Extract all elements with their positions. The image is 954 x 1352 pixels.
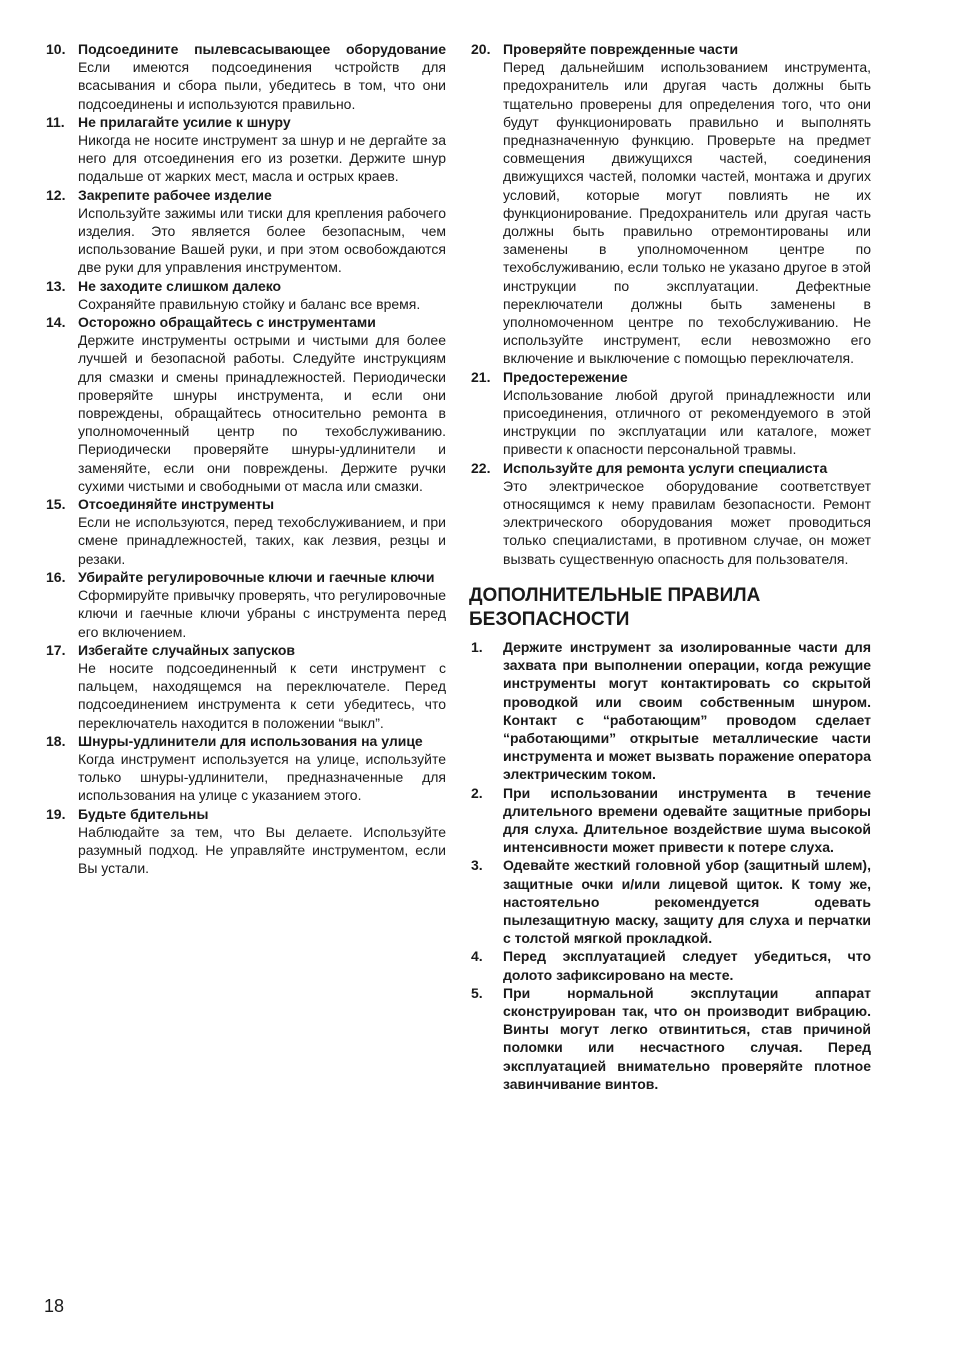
item-body: Используйте зажимы или тиски для крепления рабочего изделия. Это является более безопасным, чем использование Вашей руки, и при этом освобождаются две руки для управления инструментом. xyxy=(78,204,446,276)
item-body: Когда инструмент используется на улице, используйте только шнуры-удлинители, предназначенные для использования на улице с указанием этого. xyxy=(78,750,446,804)
item-body: Никогда не носите инструмент за шнур и не дергайте за него для отсоединения его из розетки. Держите шнур подальше от жарких мест, масла и острых краев. xyxy=(78,132,446,185)
item-title: Осторожно обращайтесь с инструментами xyxy=(78,314,376,331)
list-item xyxy=(469,40,871,368)
item-text: Держите инструмент за изолированные части для захвата при выполнении операции, когда режущие инструменты могут контактировать со скрытой проводкой или своим собственным шнуром. Контакт с “работающим” проводом сделает “работающими” открытые металлические части инструмента и может вызвать поражение оператора электрическим током. xyxy=(503,638,871,783)
item-text: При нормальной эксплутации аппарат сконструирован так, что он производит вибрацию. Винты могут легко отвинтиться, став причиной поломки или несчастного случая. Перед эксплуатацией внимательно проверяйте плотное завинчивание винтов. xyxy=(503,984,871,1092)
list-item xyxy=(469,638,871,784)
right-column xyxy=(469,40,871,1093)
list-item xyxy=(44,641,446,732)
item-body: Перед дальнейшим использованием инструмента, предохранитель или другая часть должны быть тщательно проверены для определения того, что они будут функционировать правильно и выполнять предназначенную функцию. Проверьте на предмет совмещения движущихся частей, соединения движущихся частей, поломки частей, монтажа и других условий, которые могут повлиять не их функционирование. Предохранитель или другая часть должны быть правильно отремонтированы или заменены в уполномоченном центре по техобслуживанию, если только не указано другое в этой инструкции по эксплуатации. Дефектные переключатели должны быть заменены в уполномоченном центре по техобслуживанию. Не используйте инструмент, если невозможно его включение и выключение с помощью переключателя. xyxy=(503,59,871,367)
list-item xyxy=(44,805,446,878)
left-column xyxy=(44,40,446,877)
list-item xyxy=(44,40,446,113)
item-title: Закрепите рабочее изделие xyxy=(78,186,272,203)
item-title: Проверяйте поврежденные части xyxy=(503,41,739,57)
item-body: Держите инструменты острыми и чистыми для более лучшей и безопасной работы. Следуйте инструкциям для смазки и смены принадлежностей. Периодически проверяйте шнуры инструмента, и если они повреждены, обращайтесь относительно ремонта в уполномоченный центр по техобслуживанию. Периодически проверяйте шнуры-удлинители и заменяйте, если они повреждены. Держите ручки сухими чистыми и свободными от масла или смазки. xyxy=(78,332,446,494)
item-text: При использовании инструмента в течение длительного времени одевайте защитные приборы для слуха. Длительное воздействие шума высокой интенсивности может привести к потере слуха. xyxy=(503,784,871,856)
item-number: 13. xyxy=(46,277,66,294)
item-title: Подсоедините пылевсасывающее оборудование xyxy=(78,41,446,57)
item-number: 10. xyxy=(46,41,66,57)
item-title: Убирайте регулировочные ключи и гаечные ключи xyxy=(78,568,435,585)
item-body: Сохраняйте правильную стойку и баланс все время. xyxy=(78,295,421,312)
item-number: 15. xyxy=(46,496,66,513)
list-item xyxy=(469,856,871,947)
item-number: 16. xyxy=(46,568,66,585)
item-title: Шнуры-удлинители для использования на улице xyxy=(78,732,423,749)
list-item xyxy=(44,313,446,495)
item-number: 4. xyxy=(471,948,483,965)
item-number: 11. xyxy=(46,113,65,130)
item-number: 2. xyxy=(471,784,483,801)
section-title xyxy=(469,584,871,632)
item-number: 18. xyxy=(46,732,66,749)
item-title: Используйте для ремонта услуги специалиста xyxy=(503,459,828,476)
item-number: 20. xyxy=(471,41,491,57)
list-item xyxy=(44,277,446,313)
page-number: 18 xyxy=(44,1296,65,1316)
item-body: Наблюдайте за тем, что Вы делаете. Используйте разумный подход. Не управляйте инструментом, если Вы устали. xyxy=(78,823,446,877)
item-title: Не прилагайте усилие к шнуру xyxy=(78,113,291,130)
item-number: 3. xyxy=(471,857,483,874)
item-number: 1. xyxy=(471,638,483,655)
item-number: 5. xyxy=(471,984,483,1001)
item-number: 17. xyxy=(46,641,66,658)
item-body: Не носите подсоединенный к сети инструмент с пальцем, находящемся на переключателе. Перед подсоединением инструмента к сети убедитесь, что переключатель находится в положении “выкл”. xyxy=(78,659,446,731)
item-title: Отсоединяйте инструменты xyxy=(78,496,275,513)
item-title: Не заходите слишком далеко xyxy=(78,277,282,294)
list-item xyxy=(469,459,871,568)
list-item xyxy=(44,732,446,805)
item-body: Это электрическое оборудование соответствует относящимся к нему правилам безопасности. Ремонт электрического оборудования может проводиться только специалистами, в противном случае, он может вызвать существенную опасность для пользователя. xyxy=(503,477,871,567)
list-item xyxy=(44,568,446,641)
list-item xyxy=(44,495,446,568)
list-item xyxy=(469,984,871,1093)
item-number: 22. xyxy=(471,459,491,476)
item-title: Будьте бдительны xyxy=(78,805,209,822)
list-item xyxy=(44,113,446,186)
item-body: Сформируйте привычку проверять, что регулировочные ключи и гаечные ключи убраны с инструмента перед его включением. xyxy=(78,587,446,640)
section-title-line: БЕЗОПАСНОСТИ xyxy=(469,608,630,630)
item-title: Избегайте случайных запусков xyxy=(78,641,295,658)
item-title: Предостережение xyxy=(503,368,628,385)
list-item xyxy=(469,784,871,857)
list-item xyxy=(469,368,871,459)
section-title-line: ДОПОЛНИТЕЛЬНЫЕ ПРАВИЛА xyxy=(469,584,761,606)
item-body: Использование любой другой принадлежности или присоединения, отличного от рекомендуемого в этой инструкции по эксплуатации или каталоге, может привести к опасности персональной травмы. xyxy=(503,386,871,458)
item-text: Перед эксплуатацией следует убедиться, что долото зафиксировано на месте. xyxy=(503,948,871,983)
item-number: 19. xyxy=(46,805,66,822)
item-number: 21. xyxy=(471,368,491,385)
list-item xyxy=(469,947,871,983)
item-number: 12. xyxy=(46,186,66,203)
item-body: Если имеются подсоединения чстройств для всасывания и сбора пыли, убедитесь в том, что они подсоединены и используются правильно. xyxy=(78,59,446,112)
item-number: 14. xyxy=(46,314,66,331)
item-body: Если не используются, перед техобслуживанием, и при смене принадлежностей, таких, как лезвия, резцы и резаки. xyxy=(78,514,446,567)
item-text: Одевайте жесткий головной убор (защитный шлем), защитные очки и/или лицевой щиток. К тому же, настоятельно рекомендуется одевать пылезащитную маску, защиту для слуха и перчатки с толстой мягкой прокладкой. xyxy=(503,857,871,947)
list-item xyxy=(44,186,446,277)
